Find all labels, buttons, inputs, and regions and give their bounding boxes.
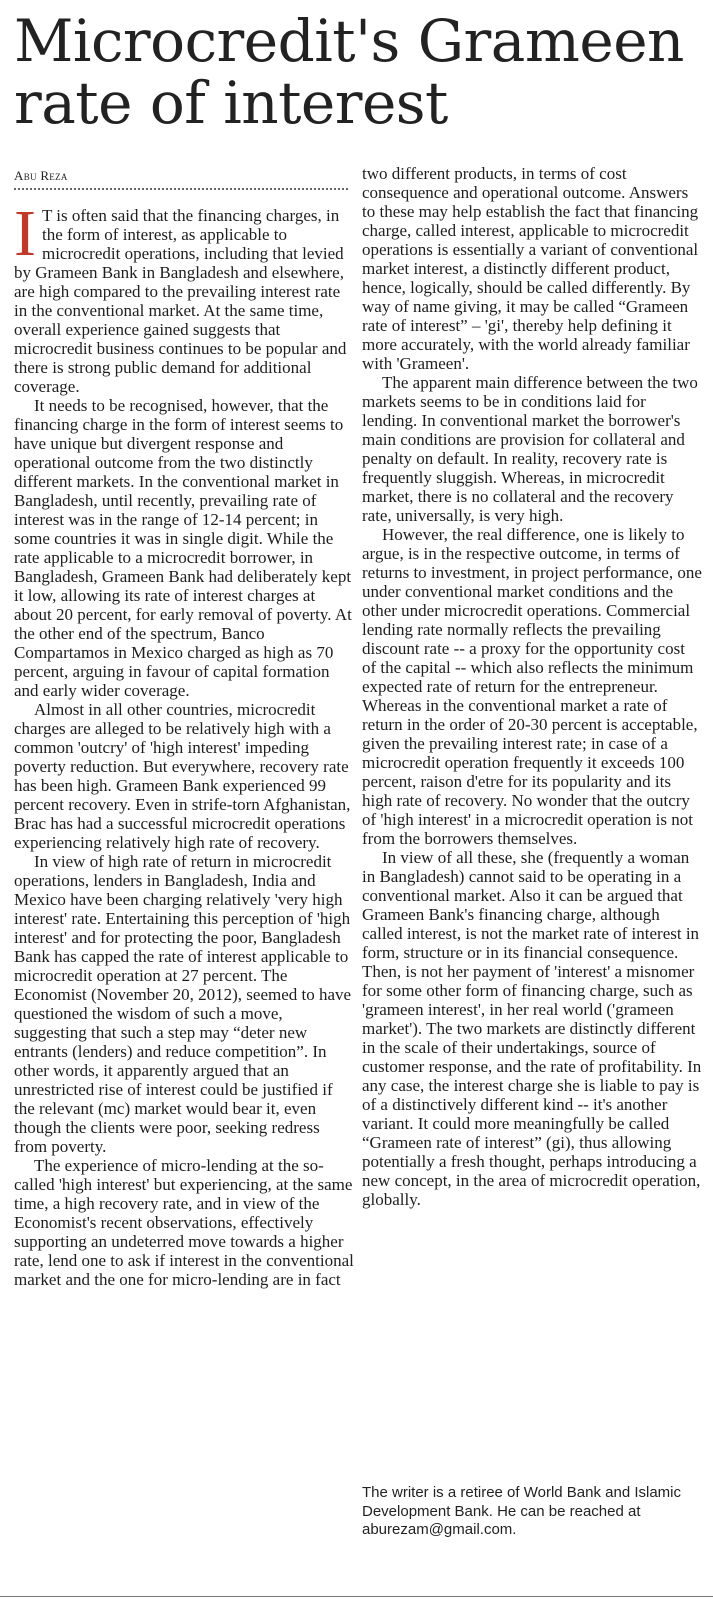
article-column-2 bbox=[362, 164, 702, 1209]
paragraph-8: In view of all these, she (frequently a woman in Bangladesh) cannot said to be operating in a conventional market. Also it can be argued that Grameen Bank's financing charge, although called interest, is not the market rate of interest in form, structure or in its financial consequence. Then, is not her payment of 'interest' a misnomer for some other form of financing charge, such as 'grameen interest', in her real world ('grameen market'). The two markets are distinctly different in the scale of their undertakings, source of customer response, and the rate of profitability. In any case, the interest charge she is liable to pay is of a distinctively different kind -- it's another variant. It could more meaningfully be called “Grameen rate of interest” (gi), thus allowing potentially a fresh thought, perhaps introducing a new concept, in the area of microcredit operation, globally. bbox=[362, 848, 702, 1209]
paragraph-6: The apparent main difference between the two markets seems to be in conditions laid for lending. In conventional market the borrower's main conditions are provision for collateral and penalty on default. In reality, recovery rate is frequently sluggish. Whereas, in microcredit market, there is no collateral and the recovery rate, universally, is very high. bbox=[362, 373, 698, 525]
paragraph-1-text: T is often said that the financing charges, in the form of interest, as applicable to microcredit operations, including that levied by Grameen Bank in Bangladesh and elsewhere, are high compared to the prevailing interest rate in the conventional market. At the same time, overall experience gained suggests that microcredit business continues to be popular and there is strong public demand for additional coverage. bbox=[14, 206, 347, 396]
paragraph-2: It needs to be recognised, however, that the financing charge in the form of interest seems to have unique but divergent response and operational outcome from the two distinctly different markets. In the conventional market in Bangladesh, until recently, prevailing rate of interest was in the range of 12-14 percent; in some countries it was in single digit. While the rate applicable to a microcredit borrower, in Bangladesh, Grameen Bank had deliberately kept it low, allowing its rate of interest charges at about 20 percent, for early removal of poverty. At the other end of the spectrum, Banco Compartamos in Mexico charged as high as 70 percent, arguing in favour of capital formation and early wider coverage. bbox=[14, 396, 352, 700]
drop-cap: I bbox=[14, 197, 36, 270]
paragraph-4: In view of high rate of return in microcredit operations, lenders in Bangladesh, India and Mexico have been charging relatively 'very high interest' rate. Entertaining this perception of 'high interest' and for protecting the poor, Bangladesh Bank has capped the rate of interest applicable to microcredit operation at 27 percent. The Economist (November 20, 2012), seemed to have questioned the wisdom of such a move, suggesting that such a step may “deter new entrants (lenders) and reduce competition”. In other words, it apparently argued that an unrestricted rise of interest could be justified if the relevant (mc) market would bear it, even though the clients were poor, seeking redress from poverty. bbox=[14, 852, 352, 1156]
dotted-divider bbox=[14, 188, 348, 190]
headline: Microcredit's Grameen rate of interest bbox=[14, 7, 684, 137]
article-column-1 bbox=[14, 197, 354, 1289]
paragraph-5-part-1: The experience of micro-lending at the so-called 'high interest' but experiencing, at the same time, a high recovery rate, and in view of the Economist's recent observations, effectively supporting an undeterred move towards a higher rate, lend one to ask if interest in the conventional market and the one for micro-lending are in fact bbox=[14, 1156, 354, 1289]
bottom-rule bbox=[0, 1596, 713, 1597]
paragraph-7: However, the real difference, one is likely to argue, is in the respective outcome, in terms of returns to investment, in project performance, one under conventional market conditions and the other under microcredit operations. Commercial lending rate normally reflects the prevailing discount rate -- a proxy for the opportunity cost of the capital -- which also reflects the minimum expected rate of return for the entrepreneur. Whereas in the conventional market a rate of return in the order of 20-30 percent is acceptable, given the prevailing interest rate; in case of a microcredit operation frequently it exceeds 100 percent, raison d'etre for its popularity and its high rate of recovery. No wonder that the outcry of 'high interest' in a microcredit operation is not from the borrowers themselves. bbox=[362, 525, 702, 848]
paragraph-5-part-2: two different products, in terms of cost consequence and operational outcome. Answers to these may help establish the fact that financing charge, called interest, applicable to microcredit operations is essentially a variant of conventional market interest, a distinctly different product, hence, logically, should be called differently. By way of name giving, it may be called “Grameen rate of interest” – 'gi', thereby help defining it more accurately, with the world already familiar with 'Grameen'. bbox=[362, 164, 699, 373]
author-note: The writer is a retiree of World Bank and Islamic Development Bank. He can be reached at aburezam@gmail.com. bbox=[362, 1484, 682, 1538]
byline: Abu Reza bbox=[14, 168, 68, 183]
paragraph-1 bbox=[14, 197, 354, 396]
paragraph-3: Almost in all other countries, microcredit charges are alleged to be relatively high with a common 'outcry' of 'high interest' impeding poverty reduction. But everywhere, recovery rate has been high. Grameen Bank experienced 99 percent recovery. Even in strife-torn Afghanistan, Brac has had a successful microcredit operations experiencing relatively high rate of recovery. bbox=[14, 700, 351, 852]
